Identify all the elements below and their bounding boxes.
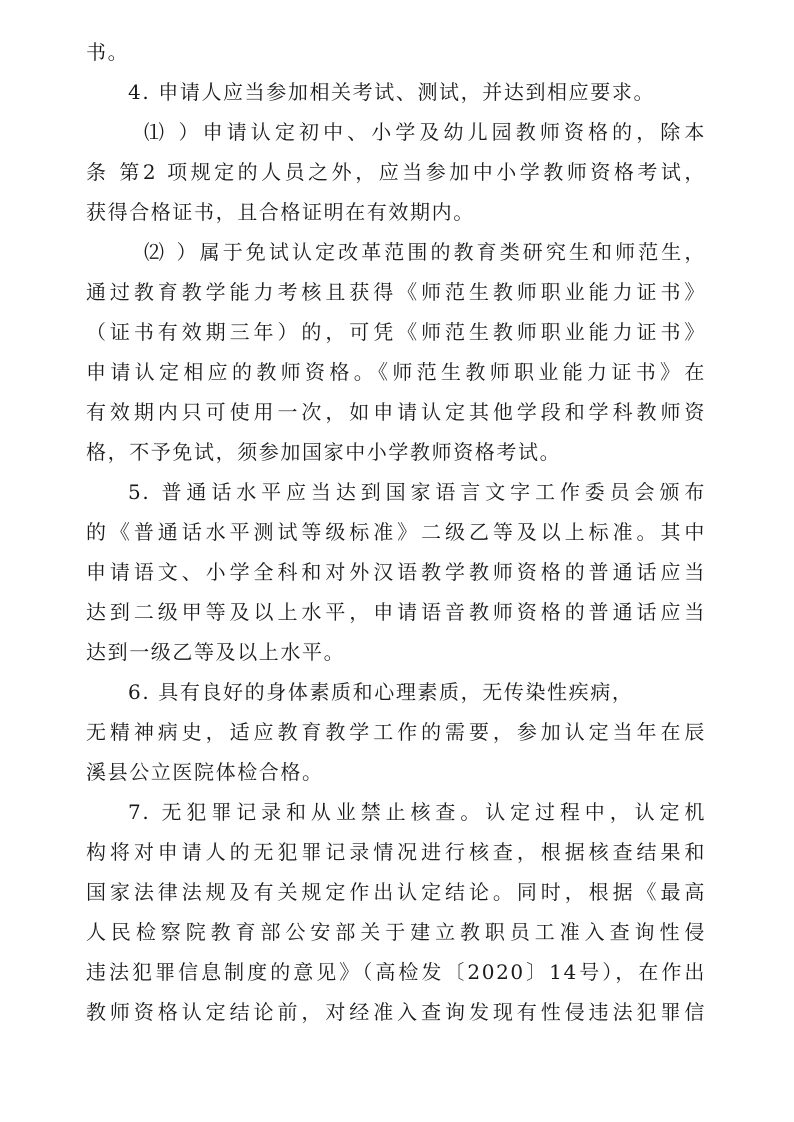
text-line: 书。 (86, 40, 130, 64)
text-line: 有效期内只可使用一次，如申请认定其他学段和学科教师资 (86, 400, 706, 424)
text-line: 申请语文、小学全科和对外汉语教学教师资格的普通话应当 (86, 560, 706, 584)
text-line: 4. 申请人应当参加相关考试、测试，并达到相应要求。 (128, 80, 656, 104)
text-line: 条 第2 项规定的人员之外，应当参加中小学教师资格考试， (86, 160, 706, 184)
text-line: 国家法律法规及有关规定作出认定结论。同时，根据《最高 (86, 880, 706, 904)
text-line: 的《普通话水平测试等级标准》二级乙等及以上标准。其中 (86, 520, 706, 544)
text-line: 溪县公立医院体检合格。 (86, 760, 324, 784)
text-line: 违法犯罪信息制度的意见》（高检发〔2020〕14号），在作出 (86, 960, 706, 984)
text-line: 达到一级乙等及以上水平。 (86, 640, 346, 664)
text-line: 通过教育教学能力考核且获得《师范生教师职业能力证书》 (86, 280, 706, 304)
text-line: 构将对申请人的无犯罪记录情况进行核查，根据核查结果和 (86, 840, 706, 864)
text-line: ⑵ ）属于免试认定改革范围的教育类研究生和师范生， (144, 240, 706, 264)
text-line: 5. 普通话水平应当达到国家语言文字工作委员会颁布 (128, 480, 706, 504)
text-line: 人民检察院教育部公安部关于建立教职员工准入查询性侵 (86, 920, 706, 944)
text-line: ⑴ ）申请认定初中、小学及幼儿园教师资格的，除本 (144, 120, 706, 144)
text-line: 7. 无犯罪记录和从业禁止核查。认定过程中，认定机 (128, 800, 706, 824)
text-line: 达到二级甲等及以上水平，申请语音教师资格的普通话应当 (86, 600, 706, 624)
text-line: （证书有效期三年）的，可凭《师范生教师职业能力证书》 (86, 320, 706, 344)
text-line: 获得合格证书，且合格证明在有效期内。 (86, 200, 475, 224)
text-line: 教师资格认定结论前，对经准入查询发现有性侵违法犯罪信 (86, 1000, 706, 1024)
text-line: 格，不予免试，须参加国家中小学教师资格考试。 (86, 440, 562, 464)
text-line: 无精神病史，适应教育教学工作的需要，参加认定当年在辰 (86, 720, 706, 744)
text-line: 6. 具有良好的身体素质和心理素质，无传染性疾病， (128, 680, 634, 704)
text-line: 申请认定相应的教师资格。《师范生教师职业能力证书》在 (86, 360, 706, 384)
